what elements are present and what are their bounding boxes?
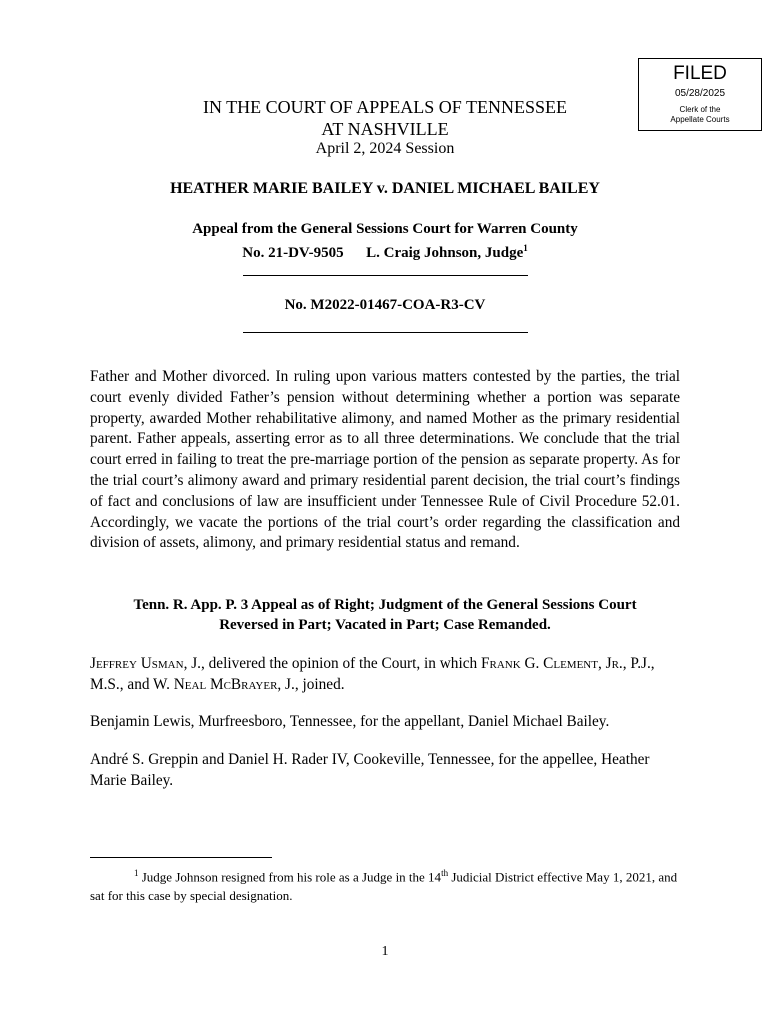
joining-judge-1-suffix: , Jr.: [597, 655, 623, 672]
filed-stamp-clerk: Clerk of the: [679, 105, 721, 114]
appeal-case-line: [85, 239, 685, 263]
counsel-appellant: Benjamin Lewis, Murfreesboro, Tennessee, for the appellant, Daniel Michael Bailey.: [90, 713, 610, 730]
filed-stamp: [638, 58, 762, 131]
court-heading: [130, 96, 640, 140]
case-title: HEATHER MARIE BAILEY v. DANIEL MICHAEL BAILEY: [170, 180, 600, 197]
trial-case-number: No. 21-DV-9505: [242, 245, 344, 261]
session-date: April 2, 2024 Session: [315, 140, 455, 157]
joining-judge-2: Neal McBrayer: [173, 675, 278, 693]
holding-line1: Tenn. R. App. P. 3 Appeal as of Right; Judgment of the General Sessions Court: [133, 597, 637, 613]
appeal-origin: Appeal from the General Sessions Court for Warren County: [192, 221, 578, 237]
page-number: 1: [381, 944, 389, 959]
authorship-text: , J., delivered the opinion of the Court, in which: [183, 655, 481, 672]
footnote-marker: 1: [134, 868, 139, 878]
filed-stamp-title: FILED: [673, 63, 727, 84]
opinion-authorship: [90, 654, 680, 696]
court-location: AT NASHVILLE: [321, 119, 449, 139]
filed-stamp-date: 05/28/2025: [674, 88, 726, 99]
filed-stamp-courts: Appellate Courts: [670, 115, 730, 124]
joining-judge-1: Frank G. Clement: [480, 655, 598, 672]
court-name: IN THE COURT OF APPEALS OF TENNESSEE: [203, 97, 567, 117]
appeal-info: [85, 220, 685, 263]
footnote-text-after: Judicial District effective May 1, 2021, and sat for this case by special designation.: [90, 869, 678, 903]
trial-judge: L. Craig Johnson, Judge: [366, 245, 524, 261]
divider-bottom: [243, 332, 528, 333]
authorship-end: , J., joined.: [277, 675, 345, 693]
holding-line2: Reversed in Part; Vacated in Part; Case Remanded.: [219, 617, 551, 633]
divider-top: [243, 275, 528, 276]
footnote-ordinal: th: [441, 868, 449, 878]
authorship-between: , P.J., M.S., and W.: [90, 655, 655, 693]
case-summary: Father and Mother divorced. In ruling upon various matters contested by the parties, the trial court evenly divided Father’s pension without determining whether a portion was separate property, awarded Mother rehabilitative alimony, and named Mother as the primary residential parent. Father appeals, asserting error as to all three determinations. We conclude that the trial court erred in failing to treat the pre-marriage portion of the pension as separate property. As for the trial court’s alimony award and primary residential parent decision, the trial court’s findings of fact and conclusions of law are insufficient under Tennessee Rule of Civil Procedure 52.01. Accordingly, we vacate the portions of the trial court’s order regarding the classification and division of assets, alimony, and primary residential status and remand.: [90, 368, 680, 552]
footnote-ref: 1: [523, 243, 528, 253]
docket-number: No. M2022-01467-COA-R3-CV: [284, 297, 486, 313]
footnote-text-before: Judge Johnson resigned from his role as a Judge in the 14: [138, 869, 442, 885]
footnote-divider: [90, 857, 272, 858]
counsel-appellee: André S. Greppin and Daniel H. Rader IV, Cookeville, Tennessee, for the appellee, Heather Marie Bailey.: [90, 751, 650, 789]
holding: [90, 595, 680, 635]
author-name: Jeffrey Usman: [90, 655, 184, 672]
footnote: [90, 864, 680, 905]
